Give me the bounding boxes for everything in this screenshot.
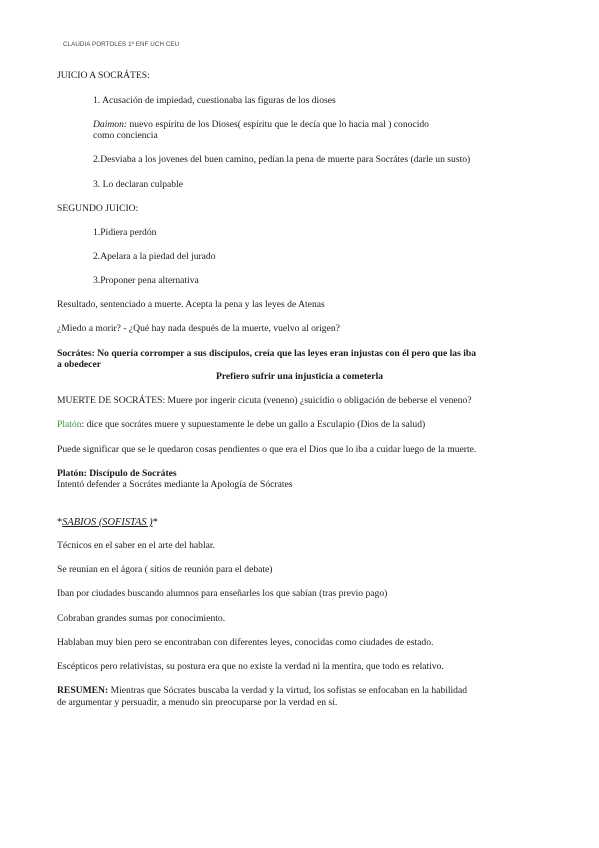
juicio-item-2: 2.Desviaba a los jovenes del buen camino, pedían la pena de muerte para Socrátes (darle un susto) xyxy=(93,154,471,165)
platon-disciple-line: Platón: Discípulo de Socrátes xyxy=(57,468,177,479)
daimon-line-2: como conciencia xyxy=(93,130,158,141)
juicio-item-1: 1. Acusación de impiedad, cuestionaba las figuras de los dioses xyxy=(93,95,336,106)
sabios-line-2: Se reunían en el ágora ( sitios de reunión para el debate) xyxy=(57,564,273,575)
puede-line: Puede significar que se le quedaron cosas pendientes o que era el Dios que lo iba a cuidar luego de la muerte. xyxy=(57,444,477,455)
resumen-label: RESUMEN: xyxy=(57,685,109,696)
sabios-title-text: SABIOS (SOFISTAS ) xyxy=(62,517,153,528)
sabios-star-left: * xyxy=(57,517,63,528)
segundo-item-2: 2.Apelara a la piedad del jurado xyxy=(93,251,216,262)
sabios-line-6: Escépticos pero relativistas, su postura era que no existe la verdad ni la mentira, que todo es relativo. xyxy=(57,661,444,672)
daimon-label: Daimon: xyxy=(93,119,128,130)
resumen-line xyxy=(57,685,467,697)
socrates-bold-line-2: a obedecer xyxy=(57,359,101,370)
page-header: CLAUDIA PORTOLES 1º ENF UCH CEU xyxy=(63,41,180,48)
resumen-text: Mientras que Sócrates buscaba la verdad y la virtud, los sofistas se enfocaban en la habilidad xyxy=(108,685,468,696)
resultado-line: Resultado, sentenciado a muerte. Acepta la pena y las leyes de Atenas xyxy=(57,299,325,310)
sabios-title xyxy=(57,516,158,529)
sabios-line-5: Hablaban muy bien pero se encontraban con diferentes leyes, conocidas como ciudades de estado. xyxy=(57,637,434,648)
sabios-line-3: Iban por ciudades buscando alumnos para enseñarles los que sabían (tras previo pago) xyxy=(57,588,388,599)
sabios-line-1: Técnicos en el saber en el arte del hablar. xyxy=(57,540,215,551)
segundo-item-3: 3.Proponer pena alternativa xyxy=(93,275,199,286)
segundo-title: SEGUNDO JUICIO: xyxy=(57,203,139,214)
miedo-line: ¿Miedo a morir? - ¿Qué hay nada después de la muerte, vuelvo al origen? xyxy=(57,323,340,334)
segundo-item-1: 1.Pidiera perdón xyxy=(93,227,157,238)
socrates-bold-line-1: Socrátes: No quería corromper a sus discípulos, creía que las leyes eran injustas con él pero que las iba xyxy=(57,348,477,359)
sabios-star-right: * xyxy=(152,517,158,528)
daimon-text: nuevo espíritu de los Dioses( espíritu que le decía que lo hacia mal ) conocido xyxy=(127,119,429,130)
juicio-title: JUICIO A SOCRÁTES: xyxy=(57,70,150,81)
platon-text: : dice que socrátes muere y supuestamente le debe un gallo a Esculapio (Dios de la salud) xyxy=(81,419,426,430)
juicio-item-3: 3. Lo declaran culpable xyxy=(93,179,184,190)
platon-line xyxy=(57,419,425,431)
sabios-line-4: Cobraban grandes sumas por conocimiento. xyxy=(57,613,226,624)
muerte-line: MUERTE DE SOCRÁTES: Muere por ingerir cicuta (veneno) ¿suicidio o obligación de beberse el veneno? xyxy=(57,395,472,406)
platon-green-label: Platón xyxy=(57,419,82,430)
intento-line: Intentó defender a Socrátes mediante la Apología de Sócrates xyxy=(57,479,293,490)
resumen-line-2: de argumentar y persuadir, a menudo sin preocuparse por la verdad en sí. xyxy=(57,697,338,708)
prefiero-quote: Prefiero sufrir una injusticia a cometerla xyxy=(215,371,384,382)
